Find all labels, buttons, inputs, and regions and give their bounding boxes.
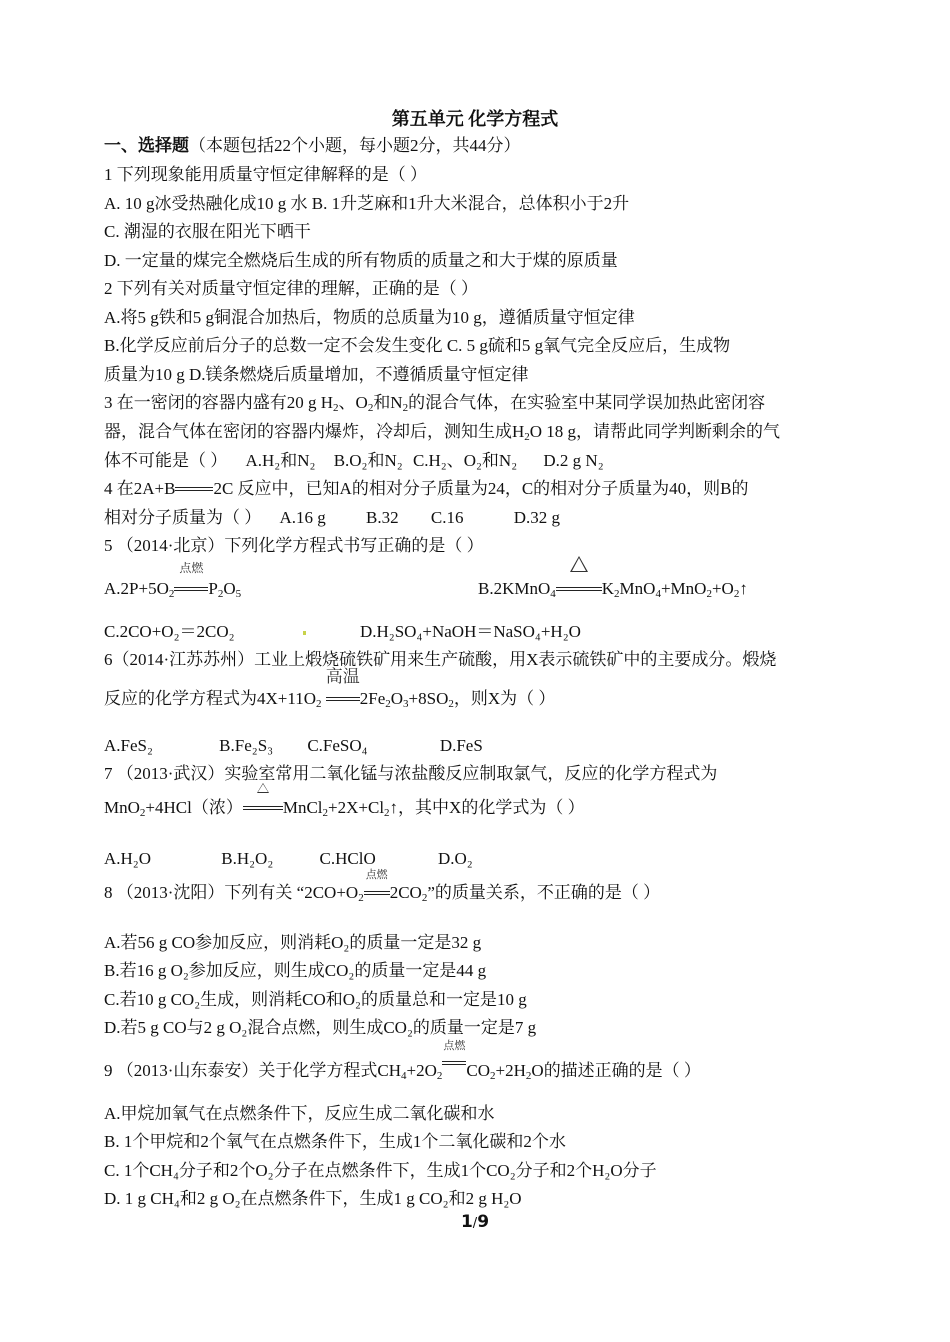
question-8-option-b: B.若16 g O₂参加反应，则生成CO₂的质量一定是44 g <box>104 961 487 980</box>
section-heading-label: 一、选择题 <box>104 136 189 155</box>
question-9-stem: 9 （2013·山东泰安）关于化学方程式$CH_4+2O_2$ 点燃 $CO_2+2H_2O$的描述正确的是（ ） <box>104 1040 701 1082</box>
question-4-option-a: A.16 g <box>279 508 326 527</box>
question-4-option-c: C.16 <box>430 508 464 527</box>
question-6-option-d: D.FeS <box>439 736 483 755</box>
question-3-option-b: B.O₂和N₂ <box>333 451 403 470</box>
question-7-stem: 7 （2013·武汉）实验室常用二氧化锰与浓盐酸反应制取氯气，反应的化学方程式为 <box>104 764 718 783</box>
question-8-option-a: A.若56 g CO参加反应，则消耗O₂的质量一定是32 g <box>104 933 482 952</box>
stray-dot-artifact <box>303 631 306 635</box>
heat-triangle-icon <box>570 556 588 572</box>
burning-condition-equation: 点燃 <box>364 882 390 904</box>
question-6-stem: 6（2014·江苏苏州）工业上煅烧硫铁矿用来生产硫酸，用X表示硫铁矿中的主要成分。煅烧 <box>104 650 777 669</box>
heat-condition-equation <box>556 578 602 600</box>
question-2-option-cd: 质量为10 g D.镁条燃烧后质量增加，不遵循质量守恒定律 <box>104 365 529 384</box>
question-3-option-a: A.H₂和N₂ <box>245 451 316 470</box>
question-7-options <box>104 848 473 870</box>
question-9-option-d: D. 1 g CH₄和2 g O₂在点燃条件下，生成1 g CO₂和2 g H₂O <box>104 1189 522 1208</box>
burning-condition-equation: 点燃 <box>442 1060 466 1082</box>
page-number: 1/9 <box>460 1212 490 1232</box>
question-3-stem: 3 在一密闭的容器内盛有20 g $H_2$、$O_2$和$N_2$的混合气体，在实验室中某同学误加热此密闭容 <box>104 393 766 414</box>
question-6-equation-line: 反应的化学方程式为$4X+11O_2$ 高温 $2Fe_2O_3+8SO_2$，则X为（ ） <box>104 667 556 710</box>
question-2-option-a: A.将5 g铁和5 g铜混合加热后，物质的总质量为10 g，遵循质量守恒定律 <box>104 308 635 327</box>
question-3-option-d: D.2 g N₂ <box>543 451 604 470</box>
question-8-option-d: D.若5 g CO与2 g O₂混合点燃，则生成CO₂的质量一定是7 g <box>104 1018 537 1037</box>
question-7-option-d: D.O₂ <box>437 849 473 868</box>
question-6-option-b: B.Fe₂S₃ <box>219 736 274 755</box>
question-6-options <box>104 735 483 757</box>
question-6-option-c: C.FeSO₄ <box>307 736 368 755</box>
document-title: 第五单元 化学方程式 <box>391 109 559 129</box>
question-5-stem: 5 （2014·北京）下列化学方程式书写正确的是（ ） <box>104 536 484 555</box>
question-2-stem: 2 下列有关对质量守恒定律的理解，正确的是（ ） <box>104 279 478 298</box>
question-3-options: 体不可能是（ ） A.H₂和N₂ B.O₂和N₂ C.H₂、O₂和N₂ D.2 g N₂ <box>104 451 604 470</box>
question-7-option-c: C.HClO <box>319 849 376 868</box>
question-3-option-c: C.H₂、O₂和N₂ <box>412 451 518 470</box>
question-3-stem-line2: 器，混合气体在密闭的容器内爆炸，冷却后，测知生成$H_2O$ 18 g，请帮此同学判断剩余的气 <box>104 422 781 443</box>
question-4-option-d: D.32 g <box>513 508 560 527</box>
question-4-options: 相对分子质量为（ ） A.16 g B.32 C.16 D.32 g <box>104 508 560 527</box>
question-1-option-ab: A. 10 g冰受热融化成10 g 水 B. 1升芝麻和1升大米混合，总体积小于2升 <box>104 194 630 213</box>
heat-condition-equation <box>243 797 283 819</box>
question-1-stem: 1 下列现象能用质量守恒定律解释的是（ ） <box>104 165 427 184</box>
question-8-option-c: C.若10 g CO₂生成，则消耗CO和O₂的质量总和一定是10 g <box>104 990 527 1009</box>
question-5-option-d: D.H₂SO₄+NaOH＝NaSO₄+H₂O <box>360 622 581 641</box>
question-4-stem: 4 在2A+B 2C 反应中，已知A的相对分子质量为24，C的相对分子质量为40，则B的 <box>104 479 749 498</box>
question-5-option-b: B.2KMnO$_4$ $K_2MnO_4+MnO_2+O_2↑$ <box>478 578 748 600</box>
question-7-option-b: B.H₂O₂ <box>221 849 274 868</box>
question-9-option-a: A.甲烷加氧气在点燃条件下，反应生成二氧化碳和水 <box>104 1104 495 1123</box>
question-1-option-c: C. 潮湿的衣服在阳光下晒干 <box>104 222 311 241</box>
question-5-option-a: $A.2P+5O_2$ 点燃 $P_2O_5$ <box>104 561 242 600</box>
question-7-option-a: A.H₂O <box>104 849 152 868</box>
reaction-equals-sign <box>175 478 213 500</box>
section-heading <box>104 135 521 157</box>
question-7-equation-line: MnO$_2$+4HCl（浓） $MnCl_2+2X+Cl_2↑$，其中X的化学式为（ ） <box>104 797 585 819</box>
question-5-option-c: C.2CO+O₂＝2CO₂ <box>104 622 235 641</box>
question-9-option-c: C. 1个CH₄分子和2个O₂分子在点燃条件下，生成1个CO₂分子和2个H₂O分子 <box>104 1161 657 1180</box>
question-6-option-a: A.FeS₂ <box>104 736 153 755</box>
section-note: （本题包括22个小题，每小题2分，共44分） <box>189 136 521 155</box>
question-8-stem: 8 （2013·沈阳）下列有关 “$2CO+O_2$ 点燃 $2CO_2$”的质量关系，不正确的是（ ） <box>104 869 661 904</box>
question-4-option-b: B.32 <box>366 508 399 527</box>
question-9-option-b: B. 1个甲烷和2个氧气在点燃条件下，生成1个二氧化碳和2个水 <box>104 1132 566 1151</box>
heat-triangle-icon <box>257 783 269 793</box>
question-1-option-d: D. 一定量的煤完全燃烧后生成的所有物质的质量之和大于煤的原质量 <box>104 251 618 270</box>
question-2-option-bc: B.化学反应前后分子的总数一定不会发生变化 C. 5 g硫和5 g氧气完全反应后，生成物 <box>104 336 731 355</box>
high-temp-condition-equation: 高温 <box>326 688 360 710</box>
burning-condition-equation: 点燃 <box>174 578 208 600</box>
